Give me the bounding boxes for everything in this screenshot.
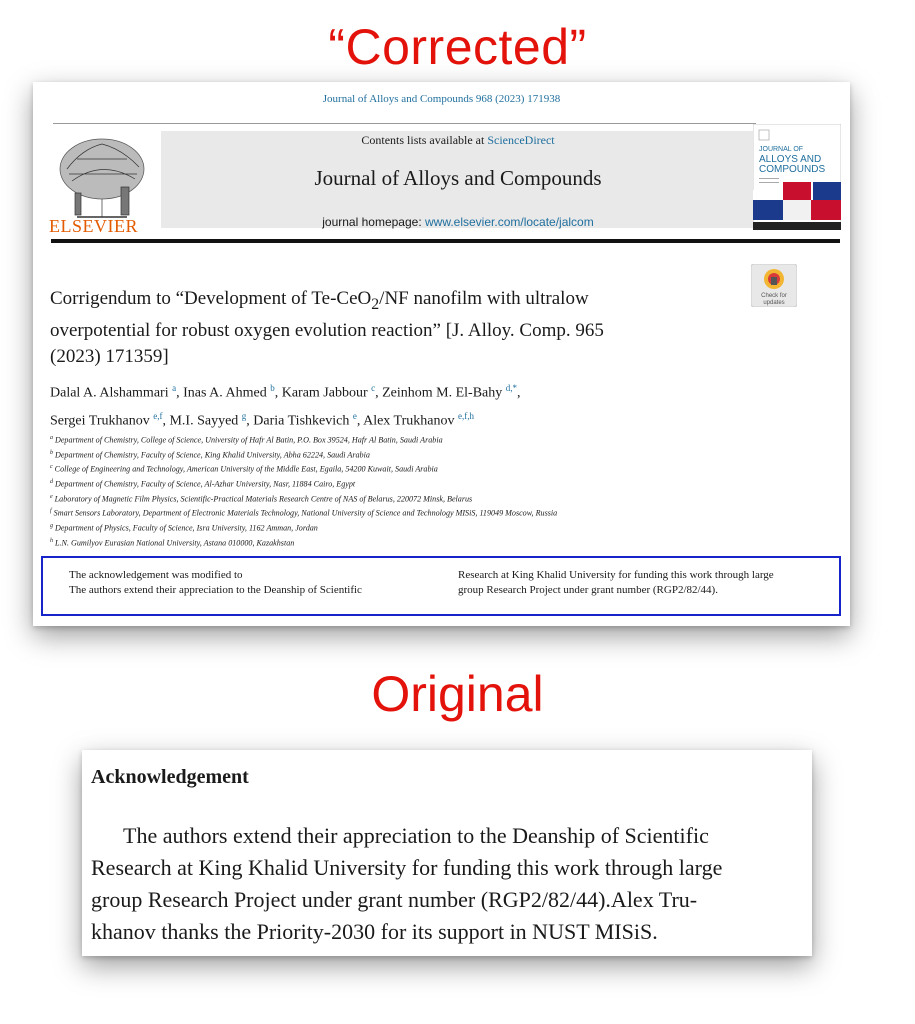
affiliation-text: Department of Chemistry, Faculty of Science, King Khalid University, Abha 62224, Saudi Arabia (55, 450, 370, 460)
header-bottom-rule (51, 239, 840, 243)
acknowledgement-highlight-box (41, 556, 841, 616)
author-affil-link[interactable]: e,f (153, 410, 163, 421)
contents-line (161, 133, 755, 148)
ack-right-column (458, 568, 774, 598)
author-name: Karam Jabbour (281, 385, 368, 401)
acknowledgement-heading: Acknowledgement (91, 766, 249, 788)
original-acknowledgement-screenshot (82, 750, 812, 956)
ack-left-line-1: The acknowledgement was modified to (69, 569, 243, 581)
article-title (50, 286, 730, 370)
affiliation-text: L.N. Gumilyov Eurasian National University, Astana 010000, Kazakhstan (55, 538, 295, 548)
journal-cover-image (753, 124, 841, 230)
author-affil-link[interactable]: e (352, 410, 357, 421)
author-name: Daria Tishkevich (253, 413, 350, 429)
homepage-line (161, 215, 755, 229)
affiliation-item (50, 535, 810, 550)
author-name: Sergei Trukhanov (50, 413, 150, 429)
affiliation-text: College of Engineering and Technology, American University of the Middle East, Egaila, 54200 Kuwait, Saudi Arabia (54, 465, 438, 475)
author-affil-link[interactable]: b (270, 383, 275, 393)
ack-right-line-1: Research at King Khalid University for funding this work through large (458, 569, 774, 581)
author-affil-link[interactable]: a (172, 383, 177, 393)
check-for-updates-line-2: updates (763, 300, 785, 306)
affiliation-marker: e (50, 493, 53, 500)
affiliation-marker: b (50, 449, 53, 456)
affiliation-text: Department of Physics, Faculty of Science, Isra University, 1162 Amman, Jordan (55, 523, 318, 533)
affiliation-item (50, 491, 810, 506)
author-name: M.I. Sayyed (169, 413, 239, 429)
contents-prefix: Contents lists available at (361, 133, 488, 147)
ack-left-column (69, 568, 362, 598)
ack-left-line-2: The authors extend their appreciation to the Deanship of Scientific (69, 584, 362, 596)
affiliation-text: Smart Sensors Laboratory, Department of Electronic Materials Technology, National University of Science and Technology MISiS, 119049 Moscow, Russia (53, 509, 558, 519)
affiliation-text: Department of Chemistry, College of Science, University of Hafr Al Batin, P.O. Box 39524, Hafr Al Batin, Saudi Arabia (55, 435, 443, 445)
original-heading: Original (371, 666, 544, 722)
corrigendum-screenshot (33, 82, 850, 626)
title-line-3: (2023) 171359] (50, 345, 169, 367)
check-for-updates-badge[interactable] (751, 264, 797, 307)
acknowledgement-line: The authors extend their appreciation to the Deanship of Scientific (123, 823, 709, 848)
affiliation-item (50, 432, 810, 447)
elsevier-wordmark: ELSEVIER (49, 216, 138, 236)
affiliation-text: Laboratory of Magnetic Film Physics, Scientific-Practical Materials Research Centre of NAS of Belarus, 220072 Minsk, Belarus (54, 494, 473, 504)
affiliation-item (50, 520, 810, 535)
journal-title: Journal of Alloys and Compounds (314, 166, 602, 190)
check-for-updates-icon (751, 264, 797, 307)
sciencedirect-link[interactable]: ScienceDirect (487, 133, 555, 147)
author-affil-link[interactable]: e,f,h (457, 410, 474, 421)
check-for-updates-line-1: Check for (761, 293, 787, 299)
cover-title-line-3: COMPOUNDS (759, 164, 826, 175)
affiliation-list (50, 432, 810, 550)
homepage-url-link[interactable]: www.elsevier.com/locate/jalcom (425, 215, 594, 229)
author-affil-link[interactable]: c (371, 383, 376, 393)
author-affil-link[interactable]: d,* (505, 383, 518, 393)
title-part-2: /NF nanofilm with ultralow (379, 288, 589, 309)
journal-citation[interactable]: Journal of Alloys and Compounds 968 (2023) 171938 (322, 93, 561, 105)
affiliation-text: Department of Chemistry, Faculty of Science, Al-Azhar University, Nasr, 11884 Cairo, Egypt (55, 479, 356, 489)
affiliation-marker: c (50, 464, 53, 471)
corrected-heading: “Corrected” (328, 19, 587, 75)
acknowledgement-line: group Research Project under grant number (RGP2/82/44).Alex Tru- (91, 887, 698, 912)
homepage-prefix: journal homepage: (322, 215, 425, 229)
author-name: Inas A. Ahmed (183, 385, 267, 401)
author-name: Dalal A. Alshammari (50, 385, 169, 401)
affiliation-item (50, 476, 810, 491)
affiliation-marker: a (50, 435, 53, 441)
affiliation-marker: g (50, 523, 53, 530)
author-list: Dalal A. Alshammari $^a$, Inas A. Ahmed $^b$, Karam Jabbour $^c$, Zeinhom M. El-Bahy $^{d,*}$, Sergei Trukhanov $^{e,f}$, M.I. Sayyed $^g$, Daria Tishkevich $^e$, Alex Trukhanov $^{e,f,h}$ (50, 383, 521, 429)
affiliation-item (50, 447, 810, 462)
affiliation-item (50, 461, 810, 476)
header-divider (53, 123, 756, 124)
acknowledgement-body (91, 820, 801, 948)
affiliation-marker: f (50, 508, 52, 515)
title-part-1: Corrigendum to “Development of Te-CeO (50, 288, 372, 309)
cover-title-line-1: JOURNAL OF (759, 146, 804, 153)
cover-title-line-2: ALLOYS AND (759, 154, 822, 165)
title-subscript: 2 (371, 295, 380, 313)
author-affil-link[interactable]: g (241, 410, 247, 421)
acknowledgement-line: khanov thanks the Priority-2030 for its support in NUST MISiS. (91, 919, 658, 944)
affiliation-marker: d (50, 479, 53, 486)
affiliation-marker: h (50, 537, 53, 544)
author-name: Zeinhom M. El-Bahy (382, 385, 503, 401)
title-line-2: overpotential for robust oxygen evolution reaction” [J. Alloy. Comp. 965 (50, 319, 604, 341)
affiliation-item (50, 505, 810, 520)
ack-right-line-2: group Research Project under grant number (RGP2/82/44). (458, 584, 718, 596)
acknowledgement-line: Research at King Khalid University for funding this work through large (91, 855, 723, 880)
author-name: Alex Trukhanov (363, 413, 455, 429)
